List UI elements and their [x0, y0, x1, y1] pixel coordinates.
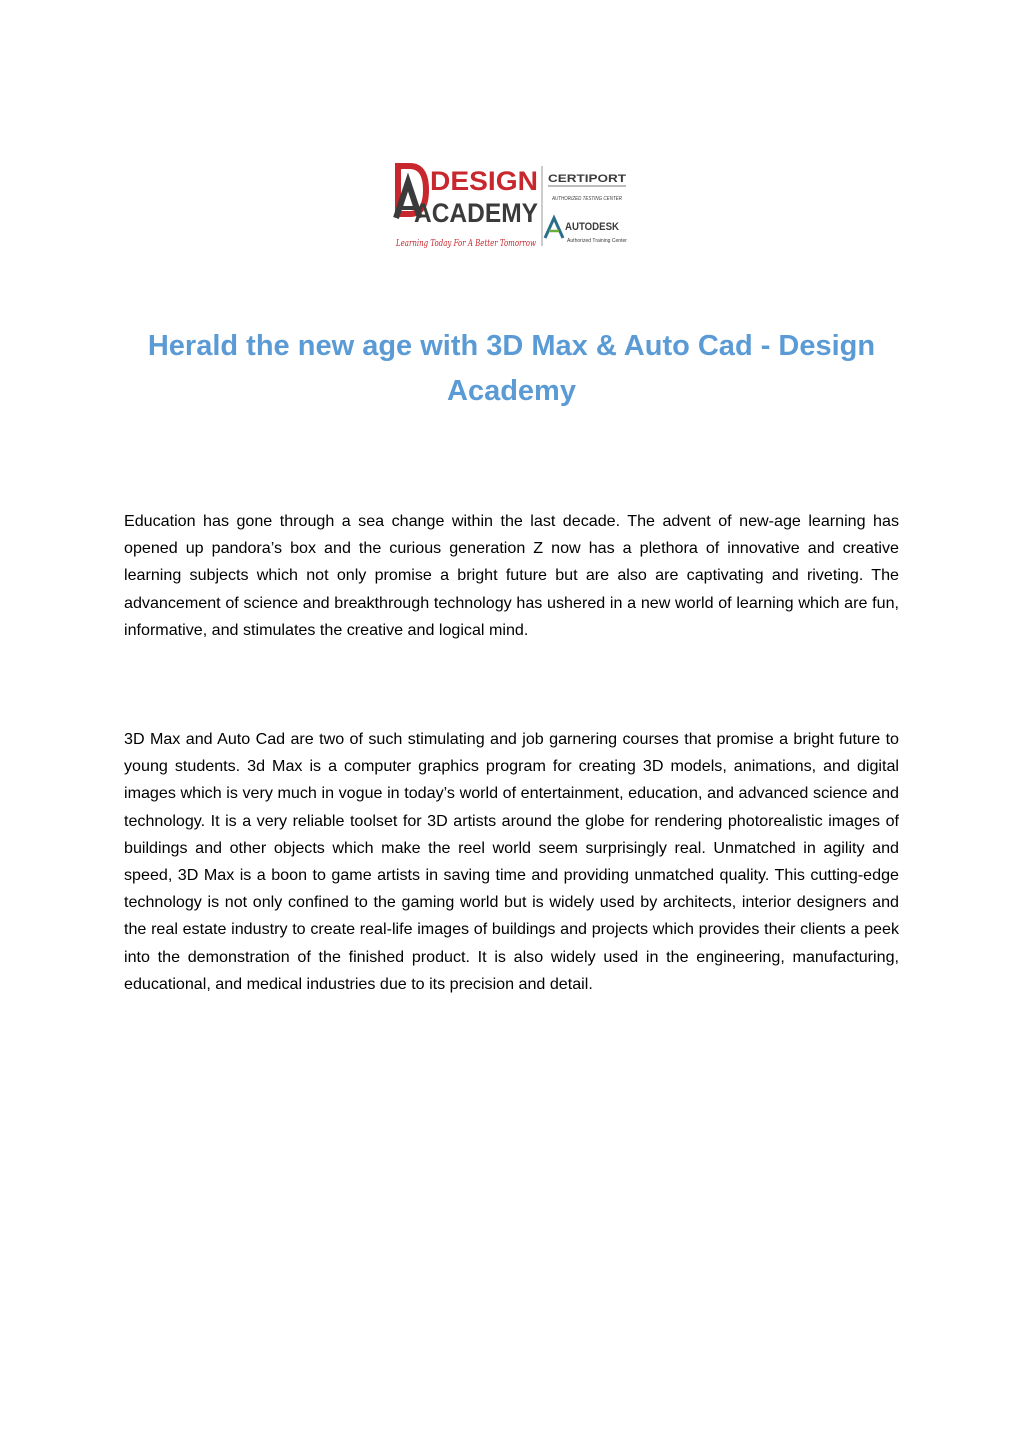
autodesk-name: AUTODESK	[565, 221, 620, 233]
logo-brand-line2: ACADEMY	[414, 198, 538, 228]
logo-tagline: Learning Today For A Better Tomorrow	[395, 238, 536, 249]
certiport-name: CERTIPORT	[548, 173, 627, 185]
certiport-sub: AUTHORIZED TESTING CENTER	[551, 196, 623, 202]
autodesk-sub: Authorized Training Center	[567, 238, 628, 244]
body-paragraph: 3D Max and Auto Cad are two of such stimulating and job garnering courses that promise a bright future to young students. 3d Max is a computer graphics program for creating 3D models, animations, and digital images which is very much in vogue in today’s world of entertainment, education, and advanced science and technology. It is a very reliable toolset for 3D artists around the globe for rendering photorealistic images of buildings and other objects which make the reel world seem surprisingly real. Unmatched in agility and speed, 3D Max is a boon to game artists in saving time and providing unmatched quality. This cutting-edge technology is not only confined to the gaming world but is widely used by architects, interior designers and the real estate industry to create real-life images of buildings and projects which provides their clients a peek into the demonstration of the finished product. It is also widely used in the engineering, manufacturing, educational, and medical industries due to its precision and detail.	[124, 730, 899, 993]
autodesk-icon	[545, 218, 563, 238]
body-paragraph: Education has gone through a sea change within the last decade. The advent of new-age learning has opened up pandora’s box and the curious generation Z now has a plethora of innovative and creative learning subjects which not only promise a bright future but are also are captivating and riveting. The advancement of science and breakthrough technology has ushered in a new world of learning which are fun, informative, and stimulates the creative and logical mind.	[124, 512, 899, 639]
logo-brand-line1: DESIGN	[430, 166, 538, 196]
page-title: Herald the new age with 3D Max & Auto Cad - Design Academy	[147, 330, 876, 407]
design-academy-logo	[392, 160, 632, 254]
